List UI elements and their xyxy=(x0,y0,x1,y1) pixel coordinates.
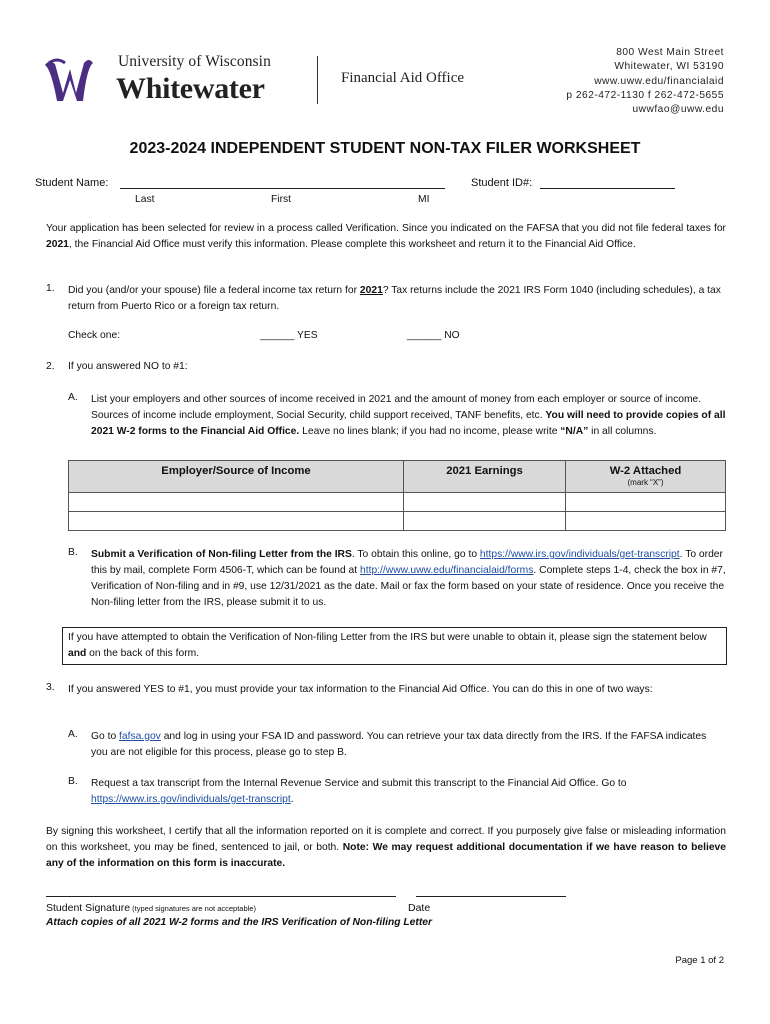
signature-line[interactable] xyxy=(46,896,396,897)
q3a-text xyxy=(91,729,711,761)
address-website: www.uww.edu/financialaid xyxy=(594,75,724,87)
q2a-bold: You will need to provide copies of all 2021 W-2 forms to the Financial Aid Office. xyxy=(91,410,726,437)
address-street: 800 West Main Street xyxy=(616,47,724,58)
intro-year: 2021 xyxy=(46,239,69,250)
notice-box xyxy=(62,627,727,665)
university-name-line2: Whitewater xyxy=(116,72,265,105)
student-id-field[interactable] xyxy=(540,188,675,189)
q1-text-2: ? Tax returns include the 2021 IRS Form 1040 (including schedules), a tax return from Puerto Rico or a foreign tax return. xyxy=(68,285,721,312)
signature-note: (typed signatures are not acceptable) xyxy=(130,904,256,913)
q1-text xyxy=(68,283,723,315)
q2b-text-1: . To obtain this online, go to xyxy=(351,549,480,560)
page-number: Page 1 of 2 xyxy=(675,955,724,966)
q1-text-1: Did you (and/or your spouse) file a federal income tax return for xyxy=(68,285,360,296)
earnings-cell[interactable] xyxy=(404,512,566,531)
student-name-field[interactable] xyxy=(120,188,445,189)
notice-text-2: on the back of this form. xyxy=(86,648,200,659)
signature-caption xyxy=(46,902,256,914)
employer-cell[interactable] xyxy=(69,512,404,531)
q1-no-label: NO xyxy=(441,330,460,341)
attach-instruction: Attach copies of all 2021 W-2 forms and the IRS Verification of Non-filing Letter xyxy=(46,917,432,928)
q3b-label: B. xyxy=(68,776,78,787)
q2b-text xyxy=(91,547,726,611)
fafsa-link[interactable]: fafsa.gov xyxy=(119,731,161,742)
q3b-text-1: Request a tax transcript from the Internal Revenue Service and submit this transcript to the Financial Aid Office. Go to xyxy=(91,778,627,789)
q3-text: If you answered YES to #1, you must provide your tax information to the Financial Aid Office. You can do this in one of two ways: xyxy=(68,684,653,695)
office-name: Financial Aid Office xyxy=(341,70,465,86)
page-title: 2023-2024 INDEPENDENT STUDENT NON-TAX FILER WORKSHEET xyxy=(129,140,641,157)
col-w2 xyxy=(566,461,726,493)
header-divider xyxy=(317,56,318,104)
col-earnings: 2021 Earnings xyxy=(404,461,566,493)
uww-logo xyxy=(43,55,95,105)
mi-caption: MI xyxy=(418,194,430,205)
col-w2-title: W-2 Attached xyxy=(609,465,682,477)
q2a-text-3: in all columns. xyxy=(588,426,657,437)
certify-paragraph xyxy=(46,824,726,872)
first-name-caption: First xyxy=(271,194,292,205)
intro-paragraph xyxy=(46,221,726,253)
certify-note: Note: We may request additional documentation if we have reason to believe any of the information on this form is inaccurate. xyxy=(46,842,727,869)
last-name-caption: Last xyxy=(135,194,155,205)
notice-bold: and xyxy=(68,648,87,659)
notice-text xyxy=(63,628,726,664)
notice-text-1: If you have attempted to obtain the Verification of Non-filing Letter from the IRS but were unable to obtain it, please sign the statement below xyxy=(68,632,707,643)
q1-number: 1. xyxy=(46,283,55,294)
q2a-text xyxy=(91,392,726,440)
q2a-label: A. xyxy=(68,392,78,403)
col-w2-sub: (mark “X”) xyxy=(627,478,664,487)
q1-year: 2021 xyxy=(359,285,383,296)
signature-label: Student Signature xyxy=(46,902,131,914)
q1-yes-blank[interactable]: ______ xyxy=(260,330,295,341)
address-city: Whitewater, WI 53190 xyxy=(614,61,724,73)
student-name-label: Student Name: xyxy=(35,177,109,189)
irs-transcript-link-2[interactable]: https://www.irs.gov/individuals/get-transcript xyxy=(91,794,291,805)
q1-no-option[interactable] xyxy=(407,330,460,341)
table-row xyxy=(69,512,726,531)
date-line[interactable] xyxy=(416,896,566,897)
q2-text: If you answered NO to #1: xyxy=(68,361,188,372)
q3b-end: . xyxy=(290,794,294,805)
w2-cell[interactable] xyxy=(566,512,726,531)
address-phone: p 262-472-1130 f 262-472-5655 xyxy=(566,89,724,101)
q1-check-one: Check one: xyxy=(68,330,121,341)
q3b-text xyxy=(91,776,721,808)
date-label: Date xyxy=(408,902,431,914)
q3a-text-1: Go to xyxy=(91,731,120,742)
q2b-text-3: . Complete steps 1-4, check the box in #7, Verification of Non-filing and in #9, use 12/31/2021 as the date. Mail or fax the form based on your state of residence. Once you receive the Non-filing letter from the IRS, please submit it to us. xyxy=(91,565,726,608)
w2-cell[interactable] xyxy=(566,493,726,512)
intro-text-2: , the Financial Aid Office must verify this information. Please complete this worksheet and return it to the Financial Aid Office. xyxy=(68,239,636,250)
q3a-text-2: and log in using your FSA ID and password. You can retrieve your tax data directly from the IRS. If the FAFSA indicates you are not eligible for this process, please go to step B. xyxy=(91,731,707,758)
col-employer: Employer/Source of Income xyxy=(69,461,404,493)
student-id-label: Student ID#: xyxy=(471,177,533,189)
q3a-label: A. xyxy=(68,729,78,740)
q2a-text-2: Leave no lines blank; if you had no income, please write xyxy=(299,426,561,437)
q2b-text-2: . To order this by mail, complete Form 4506-T, which can be found at xyxy=(91,549,723,576)
uww-forms-link[interactable]: http://www.uww.edu/financialaid/forms xyxy=(360,565,534,576)
q2b-label: B. xyxy=(68,547,78,558)
university-name-line1: University of Wisconsin xyxy=(118,53,271,70)
intro-text-1: Your application has been selected for review in a process called Verification. Since you indicated on the FAFSA that you did not file federal taxes for xyxy=(46,223,726,234)
q1-yes-option[interactable] xyxy=(260,330,318,341)
table-row xyxy=(69,493,726,512)
employer-cell[interactable] xyxy=(69,493,404,512)
q2a-text-1: List your employers and other sources of income received in 2021 and the amount of money from each employer or source of income. Sources of income include employment, Social Security, child support received, TANF benefits, etc. xyxy=(91,394,702,421)
q1-no-blank[interactable]: ______ xyxy=(407,330,442,341)
earnings-cell[interactable] xyxy=(404,493,566,512)
income-table xyxy=(68,460,726,531)
q2b-bold: Submit a Verification of Non-filing Letter from the IRS xyxy=(91,549,352,560)
contact-block xyxy=(566,46,724,117)
irs-transcript-link[interactable]: https://www.irs.gov/individuals/get-transcript xyxy=(479,549,680,560)
q3-number: 3. xyxy=(46,682,55,693)
certify-text: By signing this worksheet, I certify that all the information reported on it is complete and correct. If you purposely give false or misleading information on this worksheet, you may be fined, sentenced to jail, or both. xyxy=(46,826,726,853)
q2-number: 2. xyxy=(46,361,55,372)
address-email: uwwfao@uww.edu xyxy=(632,104,724,116)
q1-yes-label: YES xyxy=(294,330,318,341)
table-header-row xyxy=(69,461,726,493)
q2a-na: “N/A” xyxy=(560,426,589,437)
